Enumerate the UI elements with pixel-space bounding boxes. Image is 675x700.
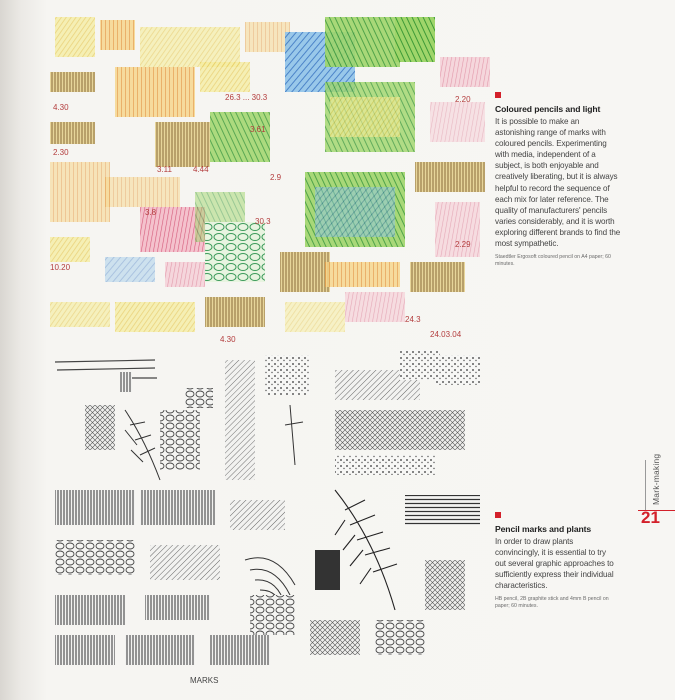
coloured-pencil-swatches-illustration (45, 12, 495, 347)
section-caption: HB pencil, 2B graphite stick and 4mm B pencil on paper; 60 minutes. (495, 596, 609, 610)
red-bullet-icon (495, 512, 501, 518)
sketch-label: MARKS (190, 676, 219, 685)
margin-rule (645, 460, 646, 510)
section-body: It is possible to make an astonishing range of marks with coloured pencils. Experimenting with media, independent of a subject, is both enjoyable and creatively liberating, but it is always helpful to record the sequence of each mix for later reference. The quality of manufacturers' pencils varies considerably, and it is worth exploring different brands to find the most sympathetic. (495, 117, 621, 249)
coloured-pencils-text-block (495, 92, 623, 268)
swatch-label: 3.11 (157, 165, 172, 174)
swatch-label: 3.8 (145, 208, 157, 217)
swatch-label: 2.9 (270, 173, 282, 182)
swatch-label: 10.20 (50, 263, 71, 272)
section-body: In order to draw plants convincingly, it is essential to try out several graphic approaches to sufficiently express their individual characteristics. (495, 537, 614, 591)
swatch-label: 4.30 (53, 103, 69, 112)
swatch-label: 24.03.04 (430, 330, 462, 339)
section-caption: Staedtler Ergosoft coloured pencil on A4 paper; 60 minutes. (495, 254, 611, 268)
pencil-marks-text-block (495, 512, 623, 610)
swatch-label: 2.20 (455, 95, 471, 104)
red-bullet-icon (495, 92, 501, 98)
swatch-label: 3.61 (250, 125, 266, 134)
swatch-label: 24.3 (405, 315, 421, 324)
swatch-label: 2.30 (53, 148, 69, 157)
page-number: 21 (641, 508, 660, 527)
pencil-marks-plants-illustration (45, 350, 485, 690)
section-heading: Coloured pencils and light (495, 104, 601, 114)
swatch-label: 4.44 (193, 165, 209, 174)
swatch-label: 2.29 (455, 240, 471, 249)
swatch-label: 26.3 ... 30.3 (225, 93, 268, 102)
running-section-title: Mark-making (651, 453, 661, 505)
swatch-label: 30.3 (255, 217, 271, 226)
swatch-label: 4.30 (220, 335, 236, 344)
section-heading: Pencil marks and plants (495, 524, 592, 534)
